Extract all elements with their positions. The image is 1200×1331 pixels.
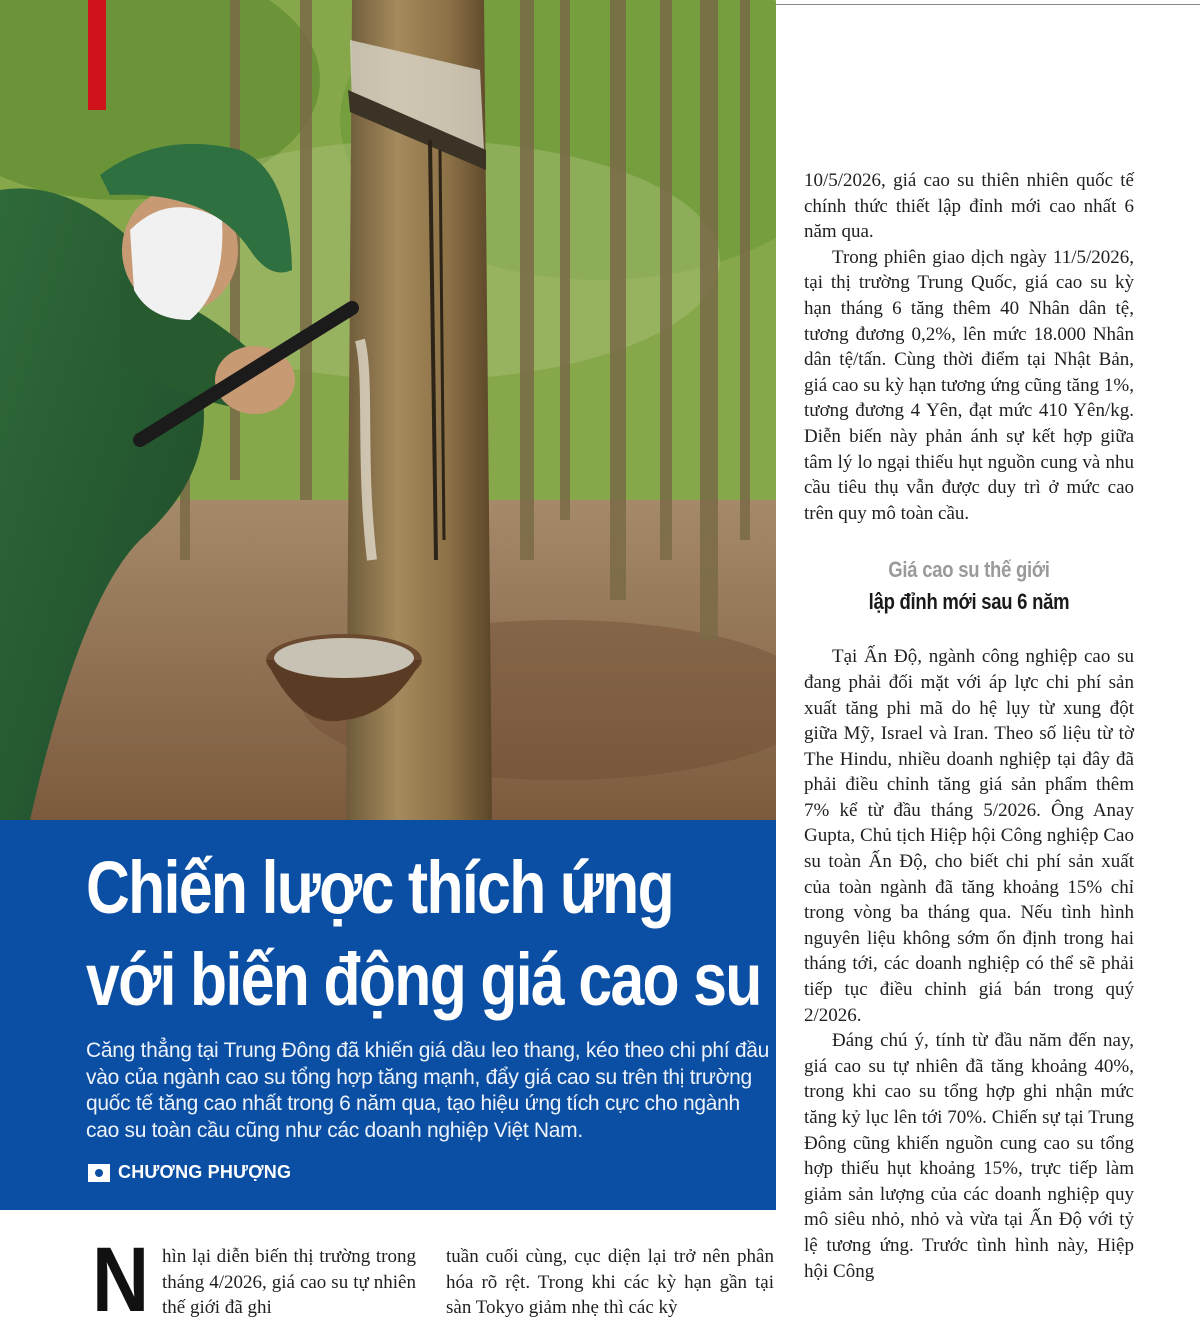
paragraph: 10/5/2026, giá cao su thiên nhiên quốc tế chính thức thiết lập đỉnh mới cao nhất 6 năm qua.: [804, 170, 1134, 243]
headline-line-1: Chiến lược thích ứng: [86, 846, 674, 929]
headline: [86, 842, 761, 1026]
paragraph: Đáng chú ý, tính từ đầu năm đến nay, giá cao su tự nhiên đã tăng khoảng 40%, trong khi cao su tổng hợp ghi nhận mức tăng kỷ lục lên tới 70%. Chiến sự tại Trung Đông cũng khiến nguồn cung cao su tổng hợp thiếu hụt khoảng 15%, trực tiếp làm giảm sản lượng của các doanh nghiệp quy mô siêu nhỏ, nhỏ và vừa tại Ấn Độ với tỷ lệ tương ứng. Trước tình hình này, Hiệp hội Công: [804, 1030, 1134, 1282]
paragraph: tuần cuối cùng, cục diện lại trở nên phân hóa rõ rệt. Trong khi các kỳ hạn gần tại sàn Tokyo giảm nhẹ thì các kỳ: [446, 1246, 774, 1319]
subheading-line-1: Giá cao su thế giới: [888, 557, 1050, 583]
pen-icon: [88, 1164, 110, 1182]
byline: [88, 1162, 291, 1183]
section-marker: [88, 0, 106, 110]
body-column-2: [446, 1244, 774, 1321]
author-name: CHƯƠNG PHƯỢNG: [118, 1162, 292, 1182]
paragraph: hìn lại diễn biến thị trường trong tháng 4/2026, giá cao su tự nhiên thế giới đã ghi: [162, 1246, 416, 1319]
paragraph: Trong phiên giao dịch ngày 11/5/2026, tại thị trường Trung Quốc, giá cao su kỳ hạn tháng 6 tăng thêm 40 Nhân dân tệ, tương đương 0,2%, lên mức 18.000 Nhân dân tệ/tấn. Cùng thời điểm tại Nhật Bản, giá cao su kỳ hạn tương ứng cũng tăng 1%, tương đương 4 Yên, đạt mức 410 Yên/kg. Diễn biến này phản ánh sự kết hợp giữa tâm lý lo ngại thiếu hụt nguồn cung và nhu cầu tiêu thụ vẫn được duy trì ở mức cao trên quy mô toàn cầu.: [804, 246, 1134, 524]
headline-box: [0, 820, 776, 1210]
drop-cap: N: [92, 1229, 150, 1331]
subheading: [830, 554, 1107, 618]
body-column-1: [162, 1244, 416, 1321]
article-lead: Căng thẳng tại Trung Đông đã khiến giá dầu leo thang, kéo theo chi phí đầu vào của ngành cao su tổng hợp tăng mạnh, đẩy giá cao su trên thị trường quốc tế tăng cao nhất trong 6 năm qua, tạo hiệu ứng tích cực cho ngành cao su toàn cầu cũng như các doanh nghiệp Việt Nam.: [86, 1039, 769, 1142]
top-rule: [776, 4, 1200, 5]
hero-photo: [0, 0, 776, 820]
paragraph: Tại Ấn Độ, ngành công nghiệp cao su đang phải đối mặt với áp lực chi phí sản xuất tăng phi mã do hệ lụy từ xung đột giữa Mỹ, Israel và Iran. Theo số liệu từ tờ The Hindu, nhiều doanh nghiệp tại đây đã phải điều chỉnh tăng giá sản phẩm thêm 7% kể từ đầu tháng 5/2026. Ông Anay Gupta, Chủ tịch Hiệp hội Công nghiệp Cao su toàn Ấn Độ, cho biết chi phí sản xuất của toàn ngành đã tăng khoảng 15% chỉ trong vòng ba tháng qua. Nếu tình hình nguyên liệu không sớm ổn định trong hai tháng tới, các doanh nghiệp có thể sẽ phải tiếp tục điều chỉnh giá bán trong quý 2/2026.: [804, 646, 1134, 1026]
rubber-plantation-illustration: [0, 0, 776, 820]
right-column: [804, 168, 1134, 1284]
subheading-line-2: lập đỉnh mới sau 6 năm: [868, 589, 1070, 615]
headline-line-2: với biến động giá cao su: [86, 938, 761, 1021]
